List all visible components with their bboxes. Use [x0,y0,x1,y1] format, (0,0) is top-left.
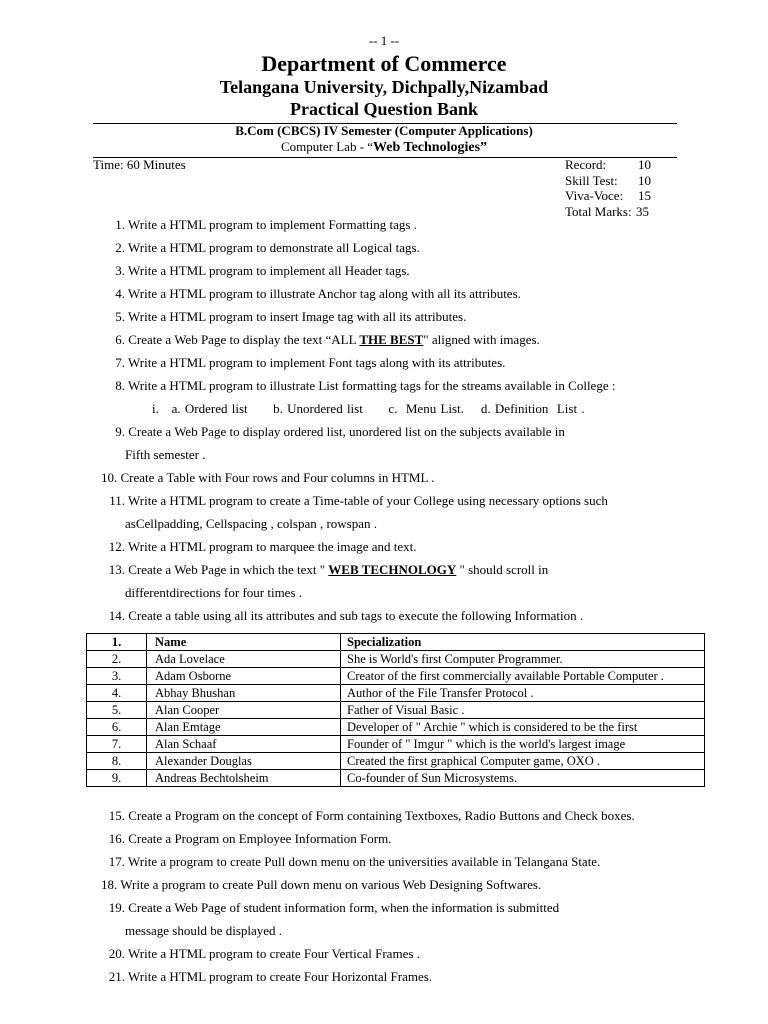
marks-row-total: Total Marks: 35 [565,203,649,219]
table-header-row: 1. Name Specialization [87,634,705,651]
marks-breakdown [565,157,651,219]
question-5: 5. Write a HTML program to insert Image tag with all its attributes. [115,309,467,324]
table-row: 5. Alan Cooper Father of Visual Basic . [87,702,705,719]
table-row: 6. Alan Emtage Developer of " Archie " which is considered to be the first [87,719,705,736]
question-2: 2. Write a HTML program to demonstrate all Logical tags. [115,240,420,255]
question-16: 16. Create a Program on Employee Information Form. [108,831,392,846]
marks-row-skill: Skill Test: 10 [565,172,651,188]
question-17: 17. Write a program to create Pull down menu on the universities available in Telangana State. [108,854,601,869]
semester-line: B.Com (CBCS) IV Semester (Computer Applications) [235,123,533,138]
question-13-continued: differentdirections for four times . [125,585,303,600]
table-row: 8. Alexander Douglas Created the first graphical Computer game, OXO . [87,753,705,770]
question-3: 3. Write a HTML program to implement all Header tags. [115,263,410,278]
emphasis-the-best: THE BEST [359,332,424,347]
table-row: 9. Andreas Bechtolsheim Co-founder of Sun Microsystems. [87,770,705,787]
question-7: 7. Write a HTML program to implement Font tags along with its attributes. [115,355,506,370]
question-19-continued: message should be displayed . [125,923,283,938]
question-12: 12. Write a HTML program to marquee the image and text. [108,539,417,554]
question-6: 6. Create a Web Page to display the text “ALL THE BEST" aligned with images. [115,332,540,347]
question-21: 21. Write a HTML program to create Four Horizontal Frames. [108,969,433,984]
question-11: 11. Write a HTML program to create a Time-table of your College using necessary options such [109,493,608,508]
question-11-continued: asCellpadding, Cellspacing , colspan , rowspan . [125,516,378,531]
question-9: 9. Create a Web Page to display ordered list, unordered list on the subjects available in [115,424,565,439]
page-number: -- 1 -- [368,33,400,48]
information-table [86,633,705,787]
question-8: 8. Write a HTML program to illustrate List formatting tags for the streams available in College : [115,378,616,393]
table-row: 7. Alan Schaaf Founder of " Imgur " which is the world's largest image [87,736,705,753]
lab-prefix: Computer Lab - “ [280,139,374,154]
question-19: 19. Create a Web Page of student information form, when the information is submitted [108,900,560,915]
table-row: 4. Abhay Bhushan Author of the File Transfer Protocol . [87,685,705,702]
question-15: 15. Create a Program on the concept of Form containing Textboxes, Radio Buttons and Check boxes. [108,808,635,823]
lab-name: Web Technologies” [373,140,488,155]
question-9-continued: Fifth semester . [125,447,206,462]
marks-row-record: Record: 10 [565,157,651,172]
table-row: 2. Ada Lovelace She is World's first Computer Programmer. [87,651,705,668]
department-title: Department of Commerce [261,51,507,76]
document-title: Practical Question Bank [290,99,478,119]
lab-line [0,139,768,156]
question-14: 14. Create a table using all its attributes and sub tags to execute the following Information . [108,608,584,623]
question-4: 4. Write a HTML program to illustrate Anchor tag along with all its attributes. [115,286,521,301]
exam-time: Time: 60 Minutes [93,157,186,172]
question-1: 1. Write a HTML program to implement Formatting tags . [115,217,417,232]
marks-row-viva: Viva-Voce: 15 [565,188,651,203]
question-8-options: i. a. Ordered list b. Unordered list c. Menu List. d. Definition List . [152,401,585,416]
university-name: Telangana University, Dichpally,Nizambad [219,77,549,97]
emphasis-web-technology: WEB TECHNOLOGY [328,562,457,577]
question-18: 18. Write a program to create Pull down menu on various Web Designing Softwares. [101,877,542,892]
question-13: 13. Create a Web Page in which the text " WEB TECHNOLOGY " should scroll in [108,562,549,577]
question-10: 10. Create a Table with Four rows and Four columns in HTML . [101,470,435,485]
table-row: 3. Adam Osborne Creator of the first commercially available Portable Computer . [87,668,705,685]
question-20: 20. Write a HTML program to create Four Vertical Frames . [108,946,420,961]
